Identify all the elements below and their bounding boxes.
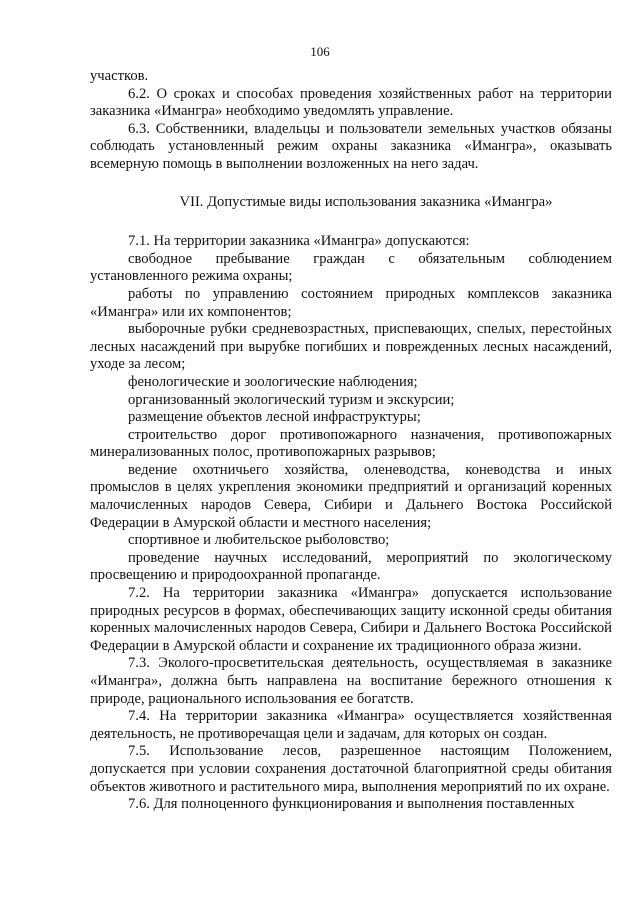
page-number: 106 <box>310 44 330 59</box>
list-item: размещение объектов лесной инфраструктуры; <box>128 409 421 426</box>
paragraph: 7.4. На территории заказника «Имангра» осуществляется хозяйственная деятельность, не противоречащая цели и задачам, для которых он создан. <box>90 708 612 742</box>
paragraph: участков. <box>90 68 149 84</box>
paragraph: 6.3. Собственники, владельцы и пользователи земельных участков обязаны соблюдать установленный режим охраны заказника «Имангра», оказывать всемерную помощь в выполнении возложенных на него задач. <box>90 120 612 172</box>
list-item: строительство дорог противопожарного назначения, противопожарных минерализованных полос, противопожарных разрывов; <box>90 426 612 461</box>
paragraph: 7.5. Использование лесов, разрешенное настоящим Положением, допускается при условии сохранения достаточной благоприятной среды обитания объектов животного и растительного мира, выполнения мероприятий по их охране. <box>90 743 612 795</box>
section-heading: VII. Допустимые виды использования заказника «Имангра» <box>179 193 553 210</box>
list-item: проведение научных исследований, мероприятий по экологическому просвещению и природоохранной пропаганде. <box>90 549 612 584</box>
paragraph: 6.2. О сроках и способах проведения хозяйственных работ на территории заказника «Имангра» необходимо уведомлять управление. <box>90 85 612 120</box>
list-item: ведение охотничьего хозяйства, оленеводства, коневодства и иных промыслов в целях укрепления экономики предприятий и организаций коренных малочисленных народов Севера, Сибири и Дальнего Востока Российской Федерации в Амурской области и местного населения; <box>90 461 612 531</box>
paragraph: 7.3. Эколого-просветительская деятельность, осуществляемая в заказнике «Имангра», должна быть направлена на воспитание бережного отношения к природе, рационального использования ее богатств. <box>90 655 612 707</box>
document-body <box>90 68 612 814</box>
paragraph: 7.1. На территории заказника «Имангра» допускаются: <box>128 233 470 250</box>
list-item: выборочные рубки средневозрастных, приспевающих, спелых, перестойных лесных насаждений при вырубке погибших и поврежденных лесных насаждений, уходе за лесом; <box>90 321 612 373</box>
list-item: организованный экологический туризм и экскурсии; <box>128 391 455 408</box>
list-item: спортивное и любительское рыболовство; <box>128 532 390 549</box>
list-item: фенологические и зоологические наблюдения; <box>128 373 418 390</box>
list-item: свободное пребывание граждан с обязательным соблюдением установленного режима охраны; <box>90 250 612 285</box>
paragraph: 7.2. На территории заказника «Имангра» допускается использование природных ресурсов в формах, обеспечивающих защиту исконной среды обитания коренных малочисленных народов Севера, Сибири и Дальнего Востока Российской Федерации в Амурской области и сохранение их традиционного образа жизни. <box>90 585 612 654</box>
paragraph: 7.6. Для полноценного функционирования и выполнения поставленных <box>128 796 575 813</box>
list-item: работы по управлению состоянием природных комплексов заказника «Имангра» или их компонентов; <box>90 285 612 320</box>
